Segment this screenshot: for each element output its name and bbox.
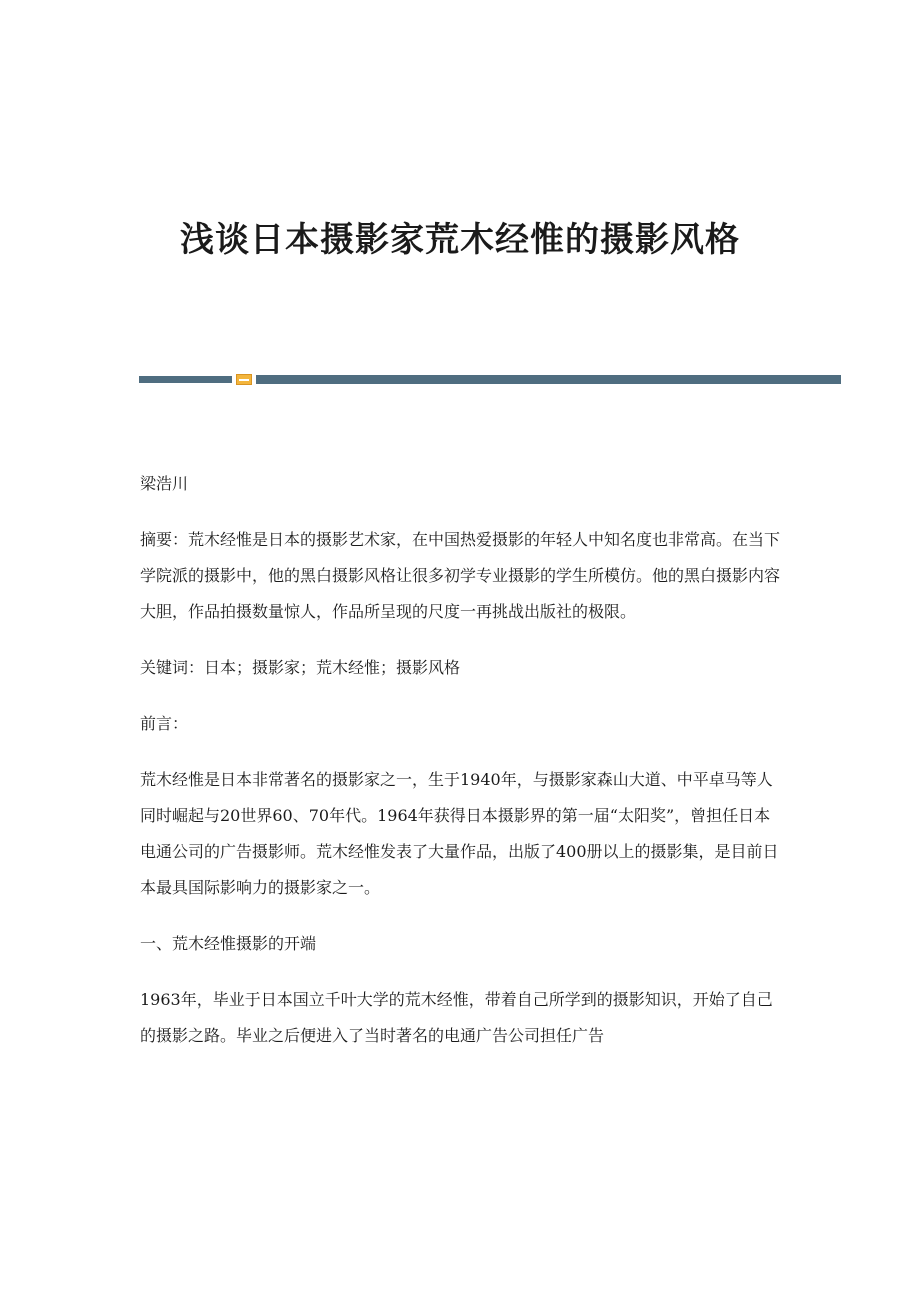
- keywords-paragraph: 关键词：日本；摄影家；荒木经惟；摄影风格: [140, 658, 461, 677]
- document-body: [140, 466, 780, 1074]
- title-divider: [139, 375, 841, 385]
- divider-bar-right: [256, 375, 841, 384]
- author-name: 梁浩川: [140, 474, 189, 493]
- abstract-paragraph: 摘要：荒木经惟是日本的摄影艺术家，在中国热爱摄影的年轻人中知名度也非常高。在当下学院派的摄影中，他的黑白摄影风格让很多初学专业摄影的学生所模仿。他的黑白摄影内容大胆，作品拍摄数量惊人，作品所呈现的尺度一再挑战出版社的极限。: [140, 530, 781, 621]
- divider-bar-left: [139, 376, 232, 383]
- preface-paragraph: 荒木经惟是日本非常著名的摄影家之一，生于1940年，与摄影家森山大道、中平卓马等人同时崛起与20世界60、70年代。1964年获得日本摄影界的第一届“太阳奖”，曾担任日本电通公司的广告摄影师。荒木经惟发表了大量作品，出版了400册以上的摄影集，是目前日本最具国际影响力的摄影家之一。: [140, 770, 779, 897]
- document-title: 浅谈日本摄影家荒木经惟的摄影风格: [180, 220, 740, 260]
- preface-heading: 前言：: [140, 714, 189, 733]
- section-paragraph: 1963年，毕业于日本国立千叶大学的荒木经惟，带着自己所学到的摄影知识，开始了自己的摄影之路。毕业之后便进入了当时著名的电通广告公司担任广告: [140, 990, 773, 1045]
- section-heading: 一、荒木经惟摄影的开端: [140, 934, 317, 953]
- divider-ornament-icon: [236, 374, 252, 385]
